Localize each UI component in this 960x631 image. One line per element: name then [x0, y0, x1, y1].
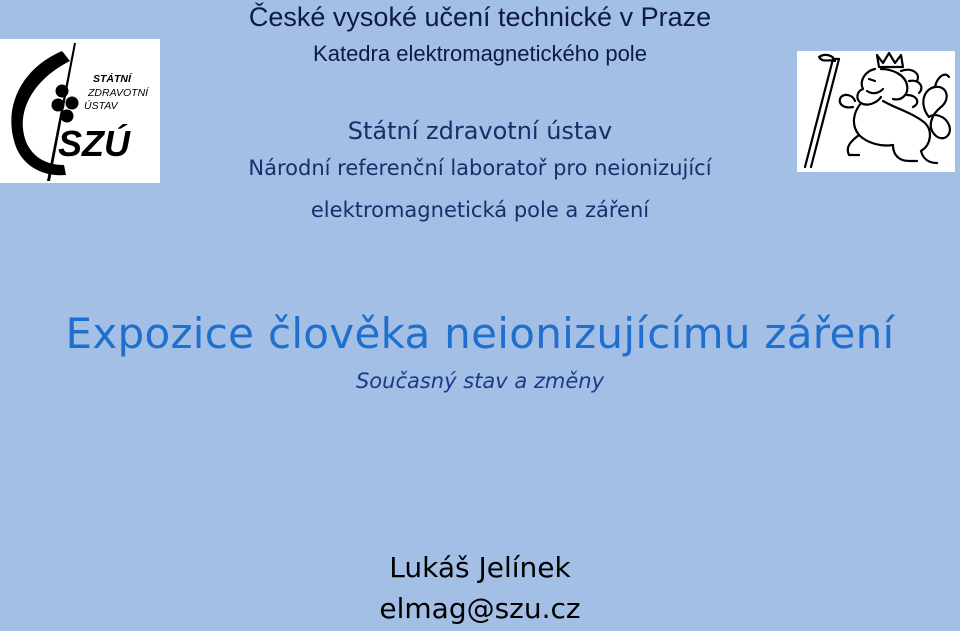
presentation-subtitle: Současný stav a změny [355, 369, 605, 393]
szu-logo-line2: ZDRAVOTNÍ [88, 87, 149, 99]
cvut-lion-icon [797, 51, 955, 172]
author-email[interactable]: elmag@szu.cz [379, 592, 581, 625]
szu-logo-graphic [0, 39, 160, 183]
organization-name: Státní zdravotní ústav [347, 117, 613, 145]
presentation-title: Expozice člověka neionizujícímu záření [65, 309, 895, 358]
szu-logo-line1: STÁTNÍ [93, 73, 131, 85]
szu-logo [0, 39, 160, 183]
author-name: Lukáš Jelínek [389, 551, 571, 584]
institution-name: České vysoké učení technické v Praze [248, 2, 712, 32]
laboratory-line-1: Národní referenční laboratoř pro neionizující [248, 156, 712, 180]
department-name: Katedra elektromagnetického pole [313, 41, 647, 66]
laboratory-line-2: elektromagnetická pole a záření [310, 198, 650, 222]
szu-logo-mark: SZÚ [58, 123, 130, 164]
cvut-lion-logo [797, 51, 955, 172]
szu-logo-line3: ÚSTAV [84, 100, 118, 112]
